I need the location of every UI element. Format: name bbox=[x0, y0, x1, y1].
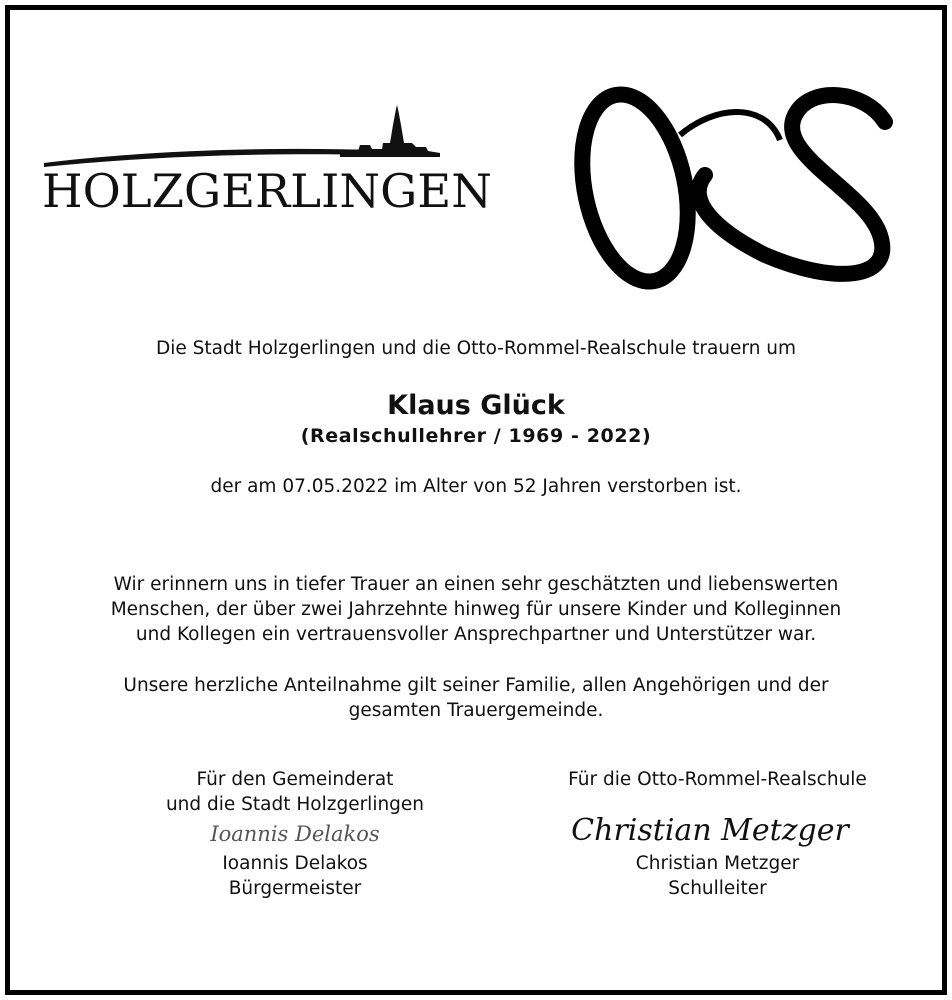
logo-wordmark: HOLZGERLINGEN bbox=[42, 164, 493, 215]
logo-monogram: ORS bbox=[565, 80, 568, 81]
handwritten-signature bbox=[120, 817, 470, 851]
paragraph-line: Menschen, der über zwei Jahrzehnte hinweg für unsere Kinder und Kolleginnen bbox=[110, 599, 842, 620]
condolence-paragraph-1 bbox=[0, 572, 952, 647]
deceased-name: Klaus Glück bbox=[387, 390, 565, 421]
holzgerlingen-logo bbox=[40, 105, 500, 215]
signer-name: Ioannis Delakos bbox=[222, 853, 368, 874]
signer-title: Bürgermeister bbox=[228, 878, 362, 899]
signature-heading-line: Für die Otto-Rommel-Realschule bbox=[568, 769, 867, 790]
signer-title: Schulleiter bbox=[668, 878, 767, 899]
handwritten-signature bbox=[540, 792, 895, 851]
signer-name: Christian Metzger bbox=[635, 853, 800, 874]
role-years: (Realschullehrer / 1969 - 2022) bbox=[300, 425, 652, 447]
paragraph-line: gesamten Trauergemeinde. bbox=[348, 700, 604, 721]
signature-heading-line: Für den Gemeinderat bbox=[196, 769, 394, 790]
signature-block-principal bbox=[540, 767, 895, 901]
paragraph-line: und Kollegen ein vertrauensvoller Ansprechpartner und Unterstützer war. bbox=[135, 624, 817, 645]
paragraph-line: Wir erinnern uns in tiefer Trauer an einen sehr geschätzten und liebenswerten bbox=[113, 574, 839, 595]
svg-text:Ioannis Delakos: Ioannis Delakos bbox=[210, 822, 380, 846]
svg-text:Christian Metzger: Christian Metzger bbox=[571, 813, 849, 848]
death-line: der am 07.05.2022 im Alter von 52 Jahren verstorben ist. bbox=[210, 476, 742, 497]
town-skyline-icon bbox=[340, 105, 440, 157]
intro-text: Die Stadt Holzgerlingen und die Otto-Rommel-Realschule trauern um bbox=[155, 338, 797, 359]
ors-logo bbox=[565, 80, 910, 290]
signature-heading-line: und die Stadt Holzgerlingen bbox=[165, 794, 425, 815]
condolence-paragraph-2 bbox=[0, 673, 952, 723]
paragraph-line: Unsere herzliche Anteilnahme gilt seiner Familie, allen Angehörigen und der bbox=[123, 675, 829, 696]
signature-block-mayor bbox=[120, 767, 470, 901]
